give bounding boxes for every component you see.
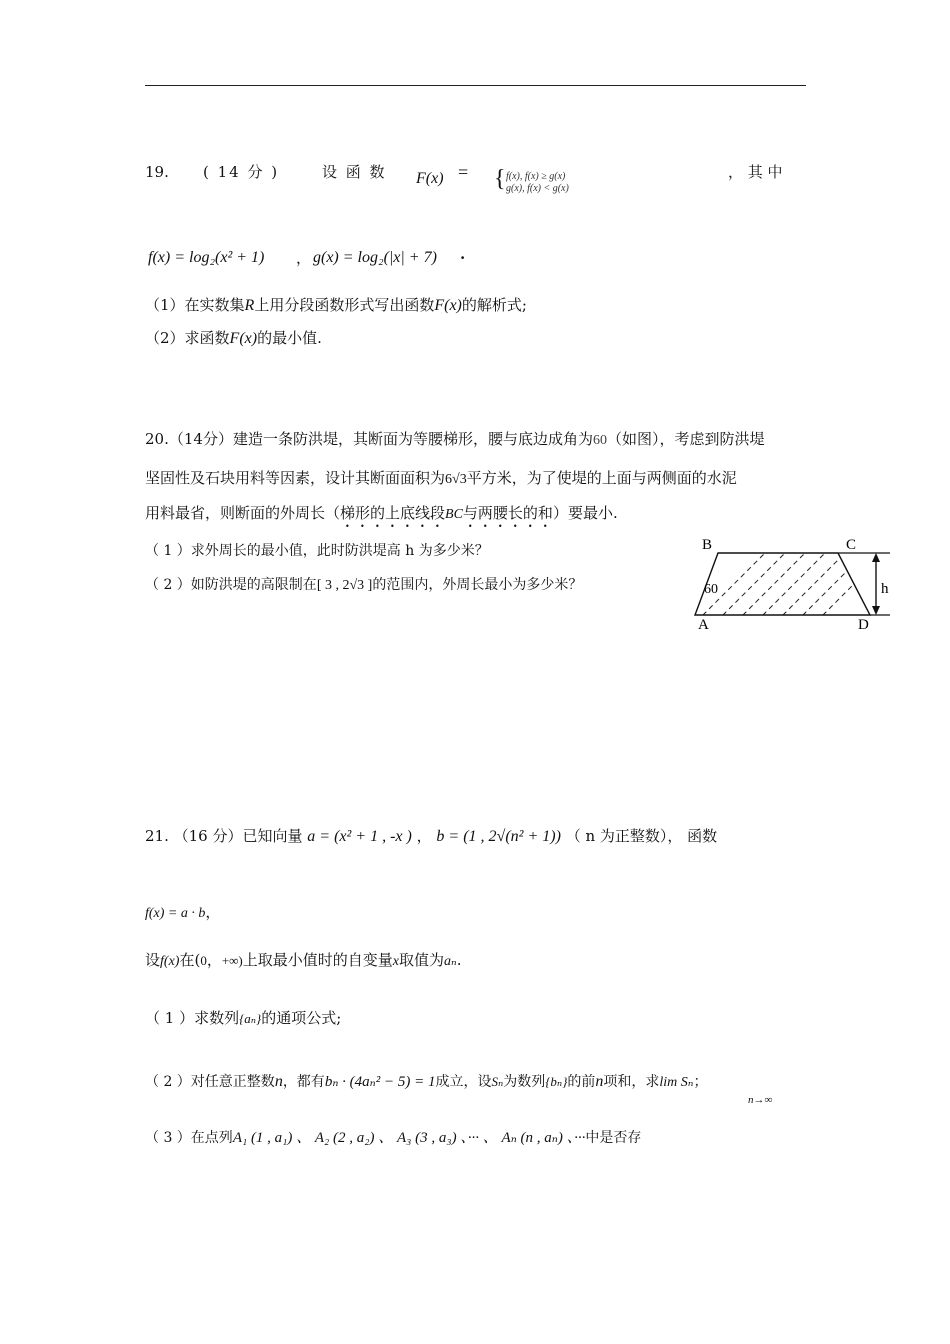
trapezoid-outline <box>695 553 870 615</box>
q21-line-3: 设f(x)在(0，+∞)上取最小值时的自变量x取值为aₙ. <box>145 951 462 969</box>
q19-func-f: f(x) = log₂(x² + 1) <box>148 249 265 266</box>
q19-number: 19. <box>145 163 169 181</box>
q20-trapezoid-figure <box>690 533 900 633</box>
q19-func-sep: ， <box>296 249 312 267</box>
vertex-A: A <box>698 617 709 633</box>
q19-part-1: （1）在实数集R上用分段函数形式写出函数F(x)的解析式; <box>145 296 527 314</box>
vertex-B: B <box>702 537 713 553</box>
q21-part-2: （ 2 ）对任意正整数n，都有bₙ · (4aₙ² − 5) = 1成立，设Sₙ为数列{bₙ}的前n项和，求lim Sₙ； <box>145 1073 708 1090</box>
q19-intro: 设 函 数 <box>322 163 387 181</box>
q19-Fx: F(x) <box>416 170 444 187</box>
q20-line-2: 坚固性及石块用料等因素，设计其断面面积为6√3平方米，为了使堤的上面与两侧面的水泥 <box>145 469 737 487</box>
q21-part-3: （ 3 ）在点列A₁ (1 , a₁) 、 A₂ (2 , a₂) 、 A₃ (3 , a₃) 、··· 、 Aₙ (n , aₙ) 、···中是否存 <box>145 1130 642 1146</box>
header-rule <box>145 85 806 86</box>
q19-func-g: g(x) = log₂(|x| + 7) <box>313 249 437 266</box>
q19-equals: = <box>458 162 469 182</box>
vertex-D: D <box>858 617 869 633</box>
q19-score: ( 14 分 ) <box>203 163 280 181</box>
q20-part-1: （ 1 ）求外周长的最小值，此时防洪堤高 h 为多少米？ <box>145 543 489 559</box>
q20-part-2: （ 2 ）如防洪堤的高限制在[ 3 , 2√3 ]的范围内，外周长最小为多少米？ <box>145 577 583 593</box>
q19-case-2: g(x), f(x) < g(x) <box>506 183 569 194</box>
q21-lim-subscript: n→∞ <box>748 1094 773 1106</box>
q19-case-1: f(x), f(x) ≥ g(x) <box>506 171 566 182</box>
q19-part-2: （2）求函数F(x)的最小值. <box>145 329 322 347</box>
angle-label: 60 <box>704 582 718 597</box>
q19-tail: ， 其 中 <box>728 163 783 181</box>
q20-line-1: 20.（14分）建造一条防洪堤，其断面为等腰梯形，腰与底边成角为60（如图），考虑到防洪堤 <box>145 430 765 448</box>
height-label: h <box>881 581 889 597</box>
q19-func-end: . <box>460 245 466 263</box>
vertex-C: C <box>846 537 857 553</box>
q21-line-2: f(x) = a · b， <box>145 903 221 921</box>
q21-part-1: （ 1 ）求数列{aₙ}的通项公式; <box>145 1009 342 1027</box>
q20-line-3: 用料最省，则断面的外周长（梯形的上底线段BC与两腰长的和）要最小. <box>145 504 618 522</box>
q21-line-1: 21. （16 分）已知向量 a = (x² + 1 , -x ) ， b = (1 , 2√(n² + 1)) （ n 为正整数）， 函数 <box>145 827 718 845</box>
q19-brace: { <box>494 166 506 192</box>
